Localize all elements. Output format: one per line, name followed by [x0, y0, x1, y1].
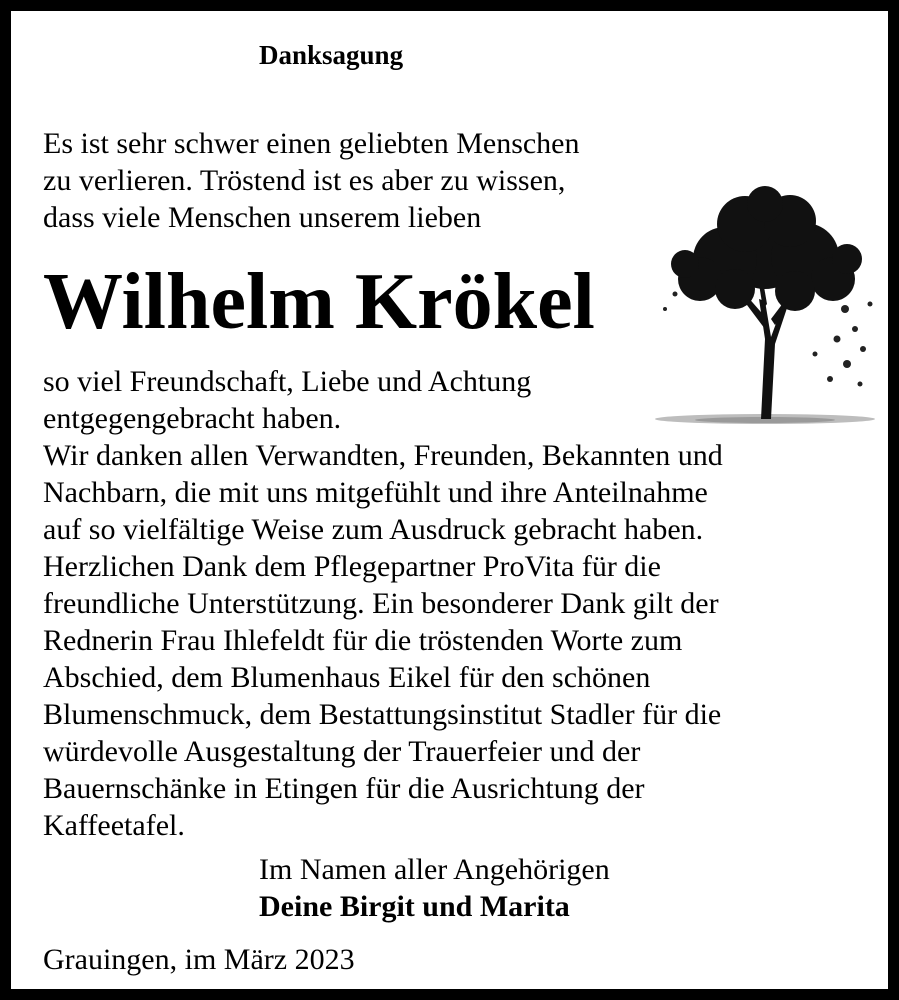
thanks-body — [43, 437, 863, 844]
intro-text — [43, 125, 580, 236]
body-line: freundliche Unterstützung. Ein besonderer Dank gilt der — [43, 587, 719, 620]
notice-heading: Danksagung — [259, 40, 404, 70]
body-line: Wir danken allen Verwandten, Freunden, Bekannten und — [43, 439, 723, 472]
body-line: auf so vielfältige Weise zum Ausdruck gebracht haben. — [43, 513, 704, 546]
body-line: Abschied, dem Blumenhaus Eikel für den schönen — [43, 661, 651, 694]
place-date: Grauingen, im März 2023 — [43, 943, 355, 976]
body-line: Bauernschänke in Etingen für die Ausrichtung der — [43, 772, 645, 805]
body-line: Blumenschmuck, dem Bestattungsinstitut Stadler für die — [43, 698, 722, 731]
body-line: Rednerin Frau Ihlefeldt für die tröstenden Worte zum — [43, 624, 683, 657]
mid-text — [43, 363, 531, 437]
tree-icon — [615, 179, 883, 439]
body-line: Herzlichen Dank dem Pflegepartner ProVita für die — [43, 550, 661, 583]
signature-names: Deine Birgit und Marita — [259, 890, 570, 923]
intro-line: zu verlieren. Tröstend ist es aber zu wissen, — [43, 164, 566, 197]
mid-line: entgegengebracht haben. — [43, 402, 342, 435]
deceased-name: Wilhelm Krökel — [43, 258, 595, 346]
intro-line: Es ist sehr schwer einen geliebten Menschen — [43, 127, 580, 160]
signature-intro: Im Namen aller Angehörigen — [259, 853, 610, 886]
body-line: würdevolle Ausgestaltung der Trauerfeier und der — [43, 735, 641, 768]
mid-line: so viel Freundschaft, Liebe und Achtung — [43, 365, 532, 398]
body-line: Nachbarn, die mit uns mitgefühlt und ihre Anteilnahme — [43, 476, 708, 509]
intro-line: dass viele Menschen unserem lieben — [43, 201, 482, 234]
signature-block — [259, 851, 610, 925]
body-line: Kaffeetafel. — [43, 809, 185, 842]
